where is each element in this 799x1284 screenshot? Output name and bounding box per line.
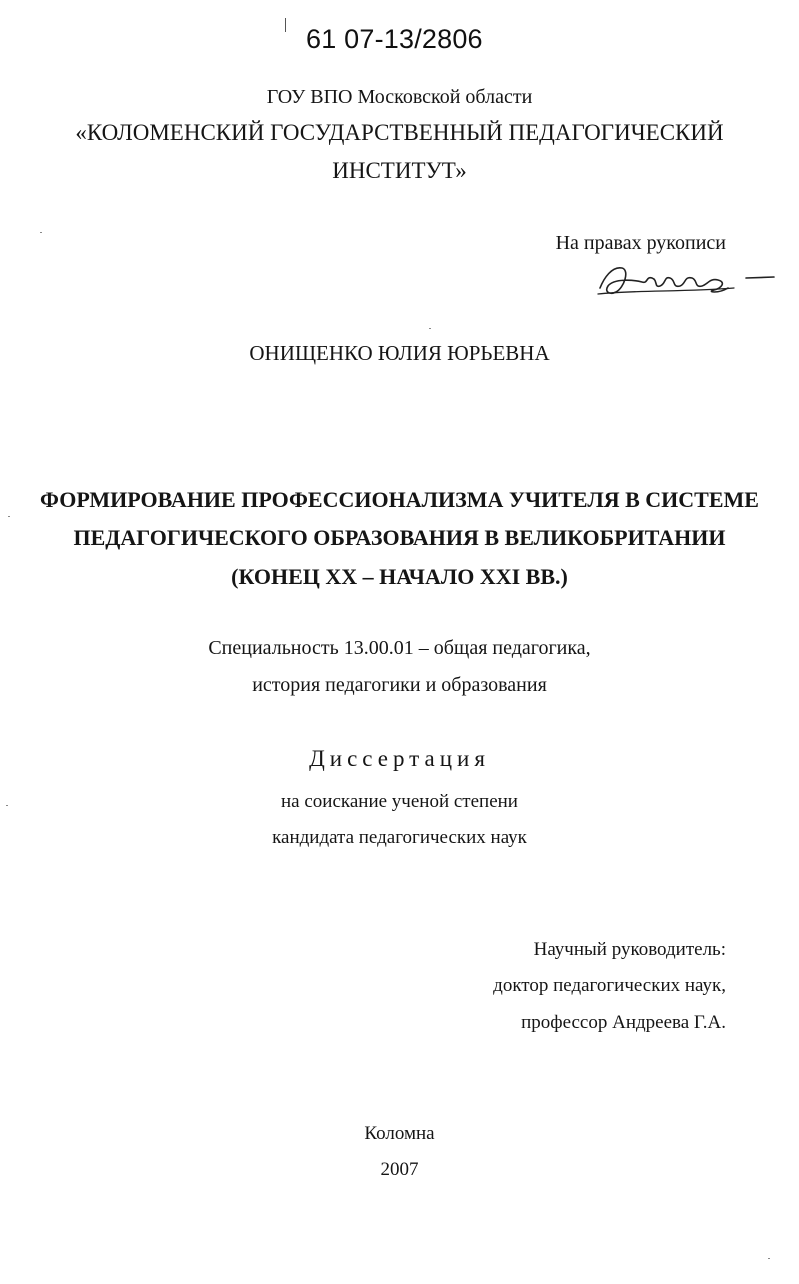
scan-speck: [429, 328, 431, 329]
author-name: ОНИЩЕНКО ЮЛИЯ ЮРЬЕВНА: [249, 341, 550, 365]
supervisor-label: Научный руководитель:: [533, 939, 726, 960]
scan-speck: [40, 232, 42, 233]
manuscript-rights: На правах рукописи: [555, 232, 726, 254]
supervisor-name: профессор Андреева Г.А.: [521, 1012, 726, 1033]
signature-icon: [594, 258, 776, 302]
title-line-2: ПЕДАГОГИЧЕСКОГО ОБРАЗОВАНИЯ В ВЕЛИКОБРИТАНИИ: [73, 525, 726, 550]
scan-speck: [8, 516, 10, 517]
institution-line-3: ИНСТИТУТ»: [332, 158, 467, 183]
institution-line-2: «КОЛОМЕНСКИЙ ГОСУДАРСТВЕННЫЙ ПЕДАГОГИЧЕСКИЙ: [75, 120, 724, 145]
specialty-line-1: Специальность 13.00.01 – общая педагогика,: [208, 637, 591, 659]
scan-mark: [285, 18, 286, 32]
supervisor-degree: доктор педагогических наук,: [493, 975, 726, 996]
institution-line-1: ГОУ ВПО Московской области: [266, 86, 533, 108]
year: 2007: [380, 1159, 419, 1180]
scan-speck: [6, 805, 8, 806]
specialty-line-2: история педагогики и образования: [252, 674, 547, 696]
document-type: Диссертация: [309, 746, 490, 771]
scan-speck: [768, 1258, 770, 1259]
degree-line-1: на соискание ученой степени: [281, 791, 518, 812]
catalog-number: 61 07-13/2806: [306, 24, 483, 54]
title-line-1: ФОРМИРОВАНИЕ ПРОФЕССИОНАЛИЗМА УЧИТЕЛЯ В СИСТЕМЕ: [40, 487, 759, 512]
title-line-3: (КОНЕЦ XX – НАЧАЛО XXI ВВ.): [231, 564, 568, 589]
city: Коломна: [364, 1123, 435, 1144]
degree-line-2: кандидата педагогических наук: [272, 827, 527, 848]
